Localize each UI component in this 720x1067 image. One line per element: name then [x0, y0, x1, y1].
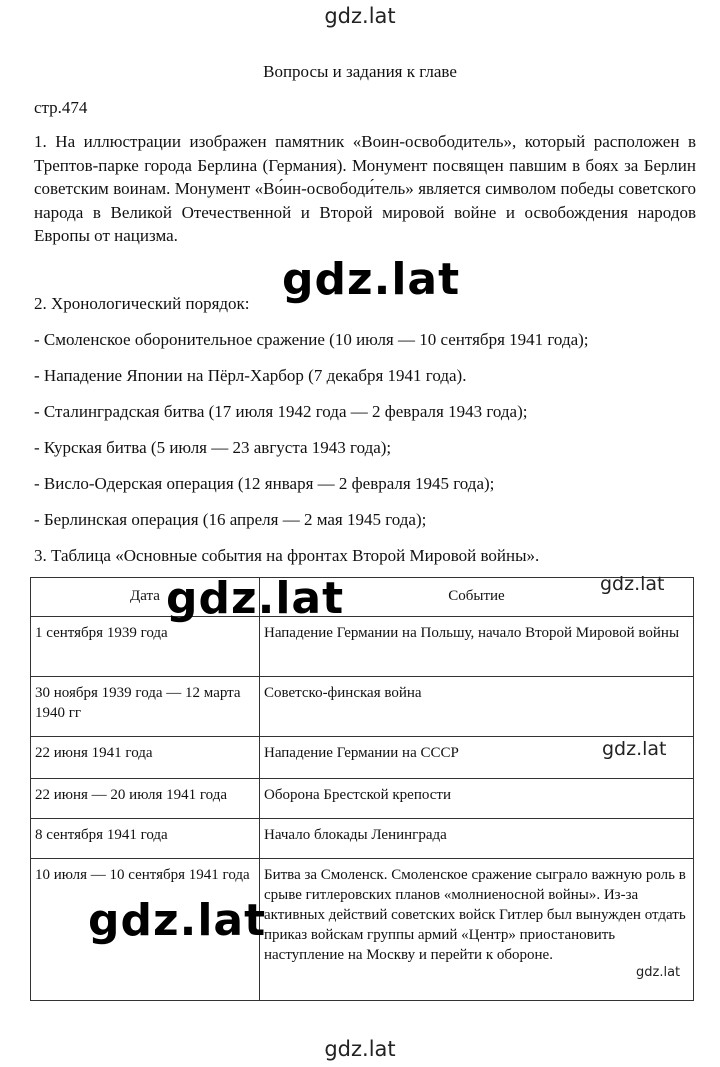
table-row — [31, 737, 694, 779]
table-row — [31, 677, 694, 737]
page-title: Вопросы и задания к главе — [263, 62, 457, 81]
watermark-bottom: gdz.lat — [324, 1037, 396, 1061]
date-cell: 8 сентября 1941 года — [31, 819, 260, 859]
column-header-date: Дата — [31, 578, 260, 617]
event-cell: Оборона Брестской крепости — [259, 779, 693, 819]
watermark-large: gdz.lat — [88, 895, 267, 946]
chronology-item: - Сталинградская битва (17 июля 1942 года — 2 февраля 1943 года); — [34, 402, 528, 421]
watermark-small: gdz.lat — [636, 965, 681, 980]
chronology-item: - Смоленское оборонительное сражение (10 июля — 10 сентября 1941 года); — [34, 330, 589, 349]
column-header-event: Событие — [259, 578, 693, 617]
watermark-small: gdz.lat — [600, 573, 665, 595]
event-cell: Советско-финская война — [259, 677, 693, 737]
answer-2-heading: 2. Хронологический порядок: — [34, 294, 250, 313]
event-cell: Битва за Смоленск. Смоленское сражение сыграло важную роль в срыве гитлеровских планов «молниеносной войны». Из-за активных действий советских войск Гитлер был вынужден отдать приказ войскам группы армий «Центр» приостановить наступление на Москву и перейти к обороне. — [259, 859, 693, 1001]
page-reference: стр.474 — [34, 98, 88, 117]
date-cell: 1 сентября 1939 года — [31, 617, 260, 677]
table-row — [31, 779, 694, 819]
watermark-small: gdz.lat — [602, 738, 667, 760]
watermark-top: gdz.lat — [324, 4, 396, 28]
event-cell: Начало блокады Ленинграда — [259, 819, 693, 859]
table-header-row — [31, 578, 694, 617]
chronology-item: - Нападение Японии на Пёрл-Харбор (7 декабря 1941 года). — [34, 366, 467, 385]
answer-1-text: 1. На иллюстрации изображен памятник «Воин-освободитель», который расположен в Трептов-парке города Берлина (Германия). Монумент посвящен павшим в боях за Берлин советским воинам. Монумент «Во́ин-освободи́тель» является символом победы советского народа в Великой Отечественной и Второй мировой войне и освобождения народов Европы от нацизма. — [34, 132, 696, 246]
chronology-item: - Курская битва (5 июля — 23 августа 1943 года); — [34, 438, 392, 457]
table-row — [31, 617, 694, 677]
date-cell: 30 ноября 1939 года — 12 марта 1940 гг — [31, 677, 260, 737]
event-cell: Нападение Германии на Польшу, начало Второй Мировой войны — [259, 617, 693, 677]
table-row — [31, 819, 694, 859]
chronology-item: - Берлинская операция (16 апреля — 2 мая 1945 года); — [34, 510, 427, 529]
event-cell: Нападение Германии на СССР — [259, 737, 693, 779]
answer-3-heading: 3. Таблица «Основные события на фронтах Второй Мировой войны». — [34, 546, 540, 565]
chronology-item: - Висло-Одерская операция (12 января — 2 февраля 1945 года); — [34, 474, 495, 493]
date-cell: 22 июня — 20 июля 1941 года — [31, 779, 260, 819]
watermark-large: gdz.lat — [166, 573, 345, 624]
date-cell: 22 июня 1941 года — [31, 737, 260, 779]
date-cell: 10 июля — 10 сентября 1941 года — [31, 859, 260, 1001]
watermark-large: gdz.lat — [282, 254, 461, 305]
